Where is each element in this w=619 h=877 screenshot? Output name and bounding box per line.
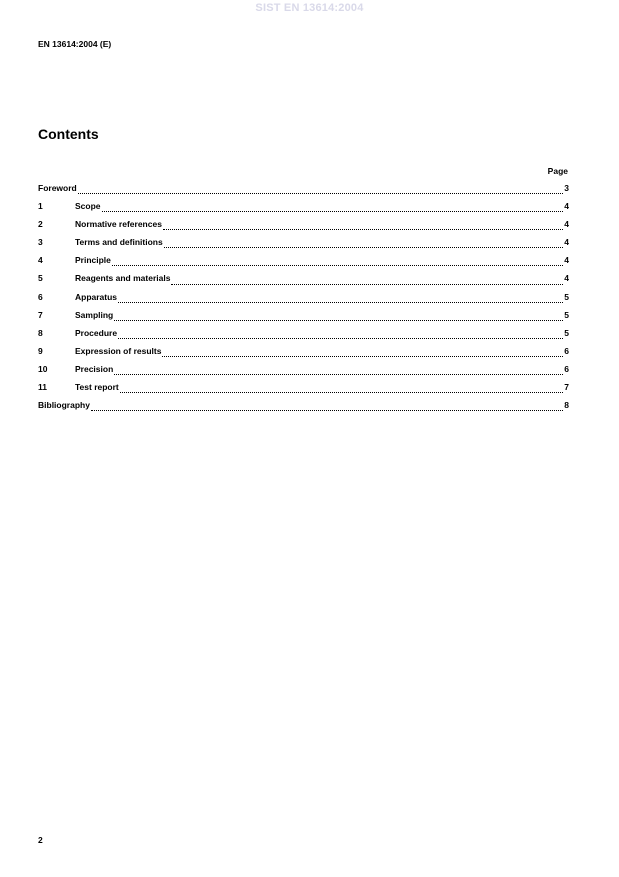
dot-leader [91,410,563,411]
toc-entry[interactable] [38,201,569,219]
toc-entry-title: Expression of results [75,345,162,356]
toc-entry-title: Scope [75,201,101,212]
toc-entry[interactable] [38,219,569,237]
toc-entry-title: Normative references [75,219,162,230]
toc-entry-number: 6 [38,291,43,302]
toc-entry-title: Procedure [75,327,118,338]
table-of-contents [38,183,569,418]
toc-entry-number: 3 [38,237,43,248]
toc-entry-page: 5 [564,291,569,302]
dot-leader [163,229,563,230]
page-column-label: Page [547,166,568,176]
dot-leader [112,265,563,266]
toc-entry-title: Foreword [38,183,77,193]
dot-leader [114,374,563,375]
toc-entry[interactable] [38,400,569,418]
toc-entry-title: Bibliography [38,400,90,411]
dot-leader [164,247,564,248]
toc-entry[interactable] [38,364,569,382]
toc-entry-page: 7 [564,382,569,393]
toc-entry-number: 5 [38,273,43,284]
dot-leader [114,320,563,321]
toc-entry[interactable] [38,328,569,346]
dot-leader [171,284,563,285]
toc-entry-page: 6 [564,345,569,356]
toc-entry-page: 4 [564,255,569,266]
toc-entry[interactable] [38,183,569,201]
toc-entry[interactable] [38,382,569,400]
toc-entry-number: 2 [38,219,43,230]
toc-entry-page: 5 [564,327,569,338]
toc-entry[interactable] [38,237,569,255]
toc-entry[interactable] [38,310,569,328]
toc-entry[interactable] [38,292,569,310]
dot-leader [78,193,564,194]
contents-heading: Contents [38,126,99,142]
toc-entry[interactable] [38,273,569,291]
toc-entry-number: 1 [38,201,43,212]
toc-entry[interactable] [38,346,569,364]
toc-entry-number: 4 [38,255,43,266]
dot-leader [118,338,563,339]
toc-entry-number: 9 [38,345,43,356]
toc-entry-page: 4 [564,219,569,230]
toc-entry-number: 7 [38,309,43,320]
watermark: SIST EN 13614:2004 [255,2,364,14]
toc-entry-page: 4 [564,237,569,248]
dot-leader [118,302,563,303]
toc-entry-page: 4 [564,201,569,212]
toc-entry-page: 3 [564,183,569,193]
toc-entry-number: 10 [38,363,48,374]
toc-entry-title: Principle [75,255,111,266]
toc-entry-title: Sampling [75,309,114,320]
toc-entry-title: Test report [75,382,119,393]
toc-entry-title: Apparatus [75,291,118,302]
toc-entry-title: Reagents and materials [75,273,171,284]
toc-entry-page: 5 [564,309,569,320]
toc-entry-page: 8 [564,400,569,411]
toc-entry[interactable] [38,255,569,273]
toc-entry-title: Terms and definitions [75,237,163,248]
dot-leader [102,211,564,212]
page-number: 2 [38,835,43,845]
toc-entry-page: 4 [564,273,569,284]
dot-leader [162,356,563,357]
toc-entry-number: 8 [38,327,43,338]
document-id: EN 13614:2004 (E) [38,39,112,49]
toc-entry-number: 11 [38,382,47,393]
dot-leader [120,392,563,393]
toc-entry-title: Precision [75,363,114,374]
toc-entry-page: 6 [564,363,569,374]
